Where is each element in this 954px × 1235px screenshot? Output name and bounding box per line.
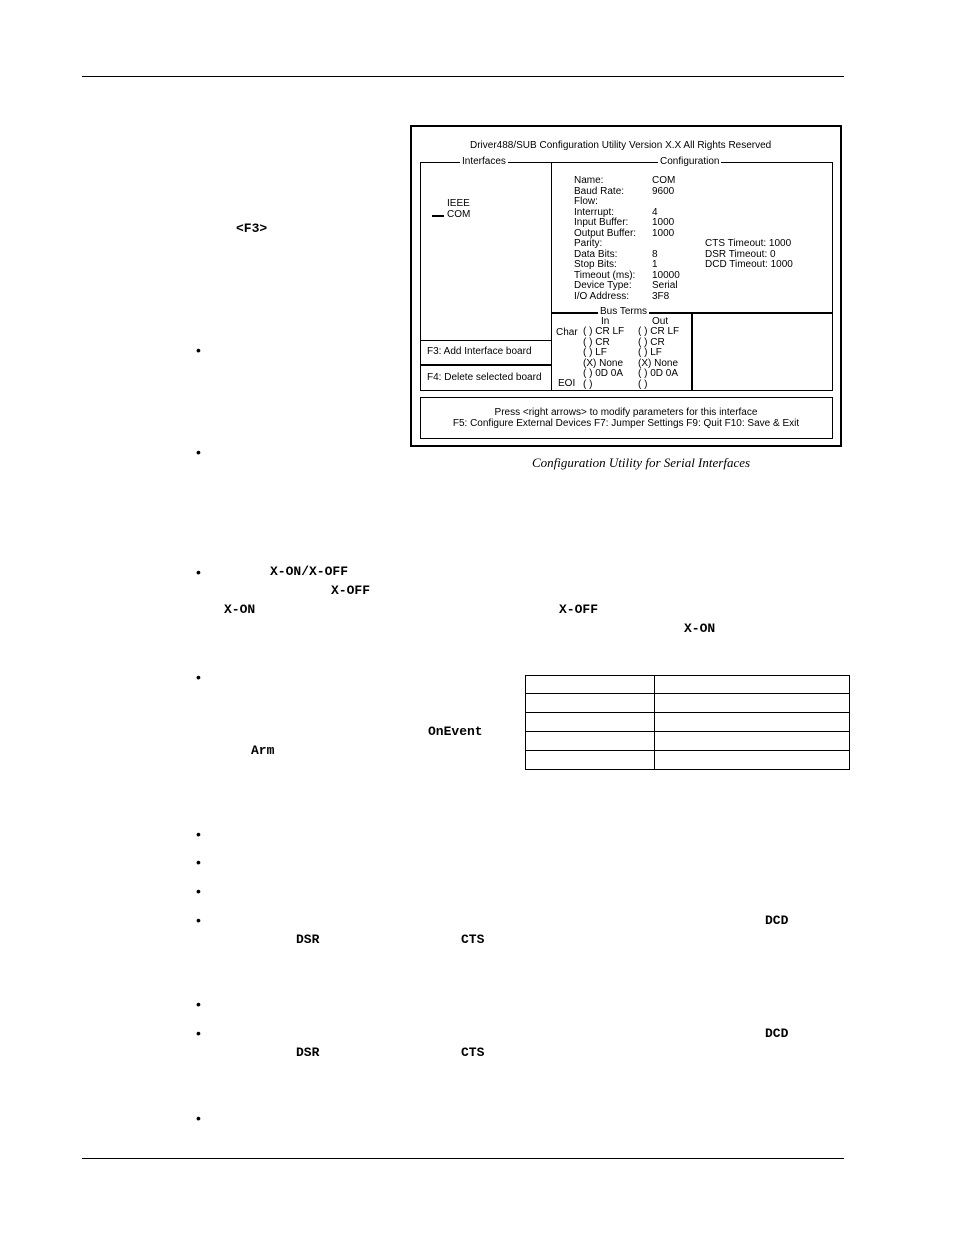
table-row: [526, 732, 850, 751]
bus-terms-side-panel: [691, 312, 833, 391]
cts-code: CTS: [461, 1045, 485, 1060]
char-label: Char: [556, 327, 578, 338]
delete-board-label: F4: Delete selected board: [427, 372, 542, 383]
interfaces-panel: [420, 162, 552, 341]
timeout-settings: CTS Timeout: 1000 DSR Timeout: 0 DCD Timeout: 1000: [705, 238, 793, 270]
empty-table: [525, 675, 850, 770]
interfaces-label: Interfaces: [462, 156, 506, 167]
bullet: [196, 855, 201, 869]
xoff-code: X-OFF: [559, 602, 599, 617]
eoi-label: EOI: [558, 378, 576, 389]
xon-code: X-ON: [224, 602, 256, 617]
out-terminator-options[interactable]: ( ) CR LF ( ) CR ( ) LF (X) None ( ) 0D 0A ( ): [638, 326, 680, 390]
bullet: [196, 997, 201, 1011]
table-row: [526, 751, 850, 770]
bullet: [196, 343, 201, 357]
table-row: [526, 713, 850, 732]
figure-caption: Configuration Utility for Serial Interfaces: [531, 455, 751, 470]
xon-xoff-code: X-ON/X-OFF: [270, 564, 349, 579]
instructions-line-1: Press <right arrows> to modify parameters for this interface: [494, 407, 758, 418]
add-interface-label: F3: Add Interface board: [427, 346, 532, 357]
table-row: [526, 676, 850, 694]
bullet: [196, 913, 201, 927]
footer-rule: [82, 1158, 844, 1159]
bullet: [196, 1026, 201, 1040]
arm-code: Arm: [251, 743, 275, 758]
function-key-hints: F5: Configure External Devices F7: Jumper Settings F9: Quit F10: Save & Exit: [452, 418, 800, 429]
interface-item-ieee[interactable]: IEEE: [447, 198, 470, 209]
dcd-code: DCD: [765, 913, 789, 928]
config-utility-figure: [410, 125, 842, 447]
configuration-label: Configuration: [660, 156, 720, 167]
header-rule: [82, 76, 844, 77]
bullet: [196, 1111, 201, 1125]
bullet: [196, 827, 201, 841]
cts-code: CTS: [461, 932, 485, 947]
dcd-code: DCD: [765, 1026, 789, 1041]
config-field-names: Name: Baud Rate: Flow: Interrupt: Input Buffer: Output Buffer: Parity: Data Bits: Stop Bits: Timeout (ms): Device Type: I/O Address:: [574, 175, 637, 302]
table-row: [526, 694, 850, 713]
selection-marker: [432, 215, 444, 217]
xon-code: X-ON: [684, 621, 716, 636]
dsr-code: DSR: [296, 932, 320, 947]
bullet: [196, 670, 201, 684]
dsr-code: DSR: [296, 1045, 320, 1060]
interface-item-com[interactable]: COM: [447, 209, 471, 220]
onevent-code: OnEvent: [428, 724, 483, 739]
bus-terms-label: Bus Terms: [600, 306, 648, 317]
in-terminator-options[interactable]: ( ) CR LF ( ) CR ( ) LF (X) None ( ) 0D 0A ( ): [583, 326, 625, 390]
xoff-code: X-OFF: [331, 583, 371, 598]
bullet: [196, 565, 201, 579]
config-field-values: COM 9600 4 1000 1000 8 1 10000 Serial 3F8: [652, 175, 680, 302]
utility-title: Driver488/SUB Configuration Utility Version X.X All Rights Reserved: [470, 140, 772, 151]
out-column-label: Out: [652, 316, 669, 327]
bullet: [196, 884, 201, 898]
in-column-label: In: [601, 316, 610, 327]
bullet: [196, 445, 201, 459]
f3-key: <F3>: [236, 221, 268, 236]
